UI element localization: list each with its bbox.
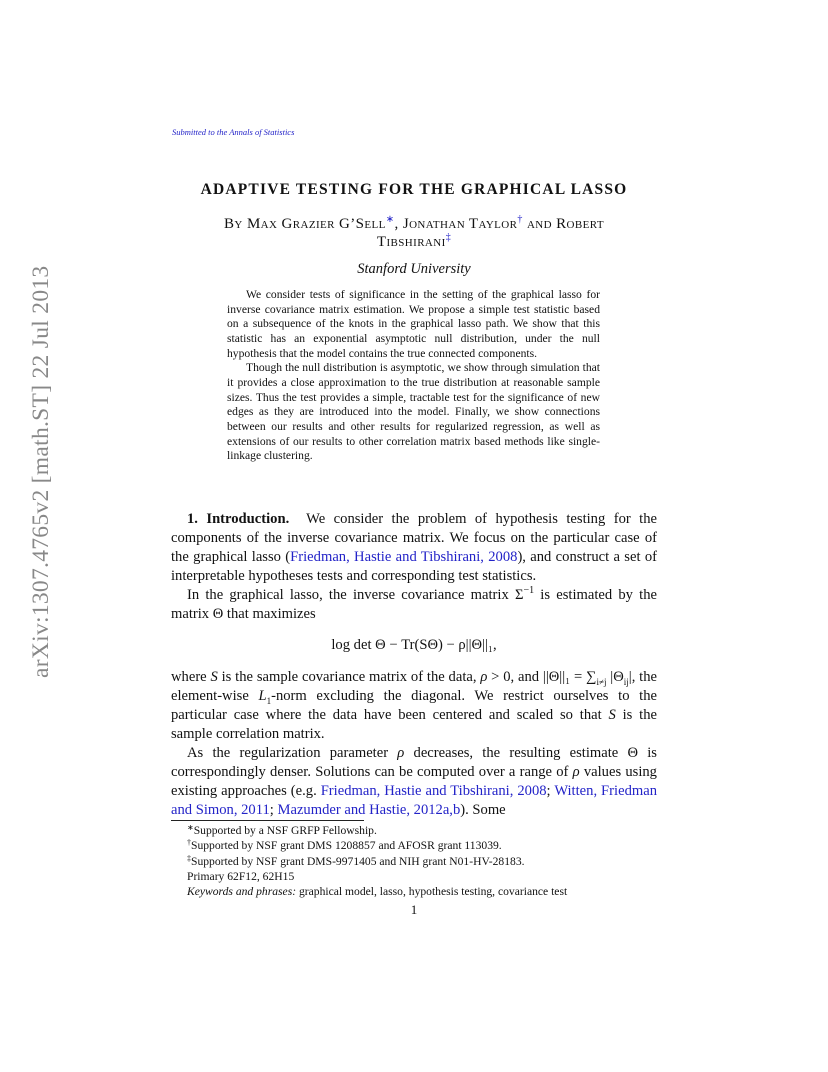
intro-p4-text-d: ). Some [460, 802, 506, 819]
math-S-2: S [608, 706, 616, 723]
and-label: and [526, 216, 552, 232]
citation-separator: ; [546, 783, 555, 800]
math-L: L [258, 687, 267, 704]
intro-paragraph-2 [171, 586, 657, 624]
intro-paragraph-1 [171, 510, 657, 586]
author-1-footnote-mark[interactable]: ∗ [385, 214, 395, 225]
footnote-2 [171, 838, 657, 853]
math-rho: ρ [480, 668, 488, 685]
math-rho-2: ρ [397, 745, 405, 762]
citation-link[interactable]: Witten, Friedman and Simon, 2011 [171, 783, 657, 819]
norm-subscript: 1 [266, 695, 272, 706]
intro-p2-text-a: In the graphical lasso, the inverse covariance matrix Σ [187, 587, 524, 604]
intro-p4-text-c: values using existing approaches (e.g. [171, 764, 657, 800]
intro-p4-text-a: As the regularization parameter [187, 745, 398, 762]
introduction-section [171, 510, 657, 820]
inverse-superscript: −1 [523, 585, 535, 597]
intro-p3-text-d: |Θ [606, 668, 624, 685]
section-heading: 1. Introduction. [187, 511, 290, 527]
footnote-3-mark: ‡ [187, 853, 191, 863]
abstract-paragraph-2: Though the null distribution is asymptotic, we show through simulation that it provides a close approximation to the true distribution at reasonable sample sizes. Thus the test provides a simple, tractable test for the significance of new edges as they are introduced into the model. Finally, we show connections between our results and other results for regularized regression, as well as extensions of our results to other correlation matrix based methods like single-linkage clustering. [227, 361, 600, 463]
intro-p3-text-g: is the sample correlation matrix. [171, 706, 657, 742]
affiliation: Stanford University [357, 261, 471, 277]
author-2: Jonathan Taylor [402, 216, 518, 232]
keywords-label: Keywords and phrases: [187, 885, 297, 899]
intro-p1-text-b: ), and construct a set of interpretable hypotheses tests and corresponding test statistics. [171, 549, 657, 585]
math-rho-3: ρ [572, 764, 580, 781]
sum-subscript: i≠j [596, 676, 607, 687]
footnote-1 [171, 823, 657, 838]
author-2-footnote-mark[interactable]: † [517, 214, 523, 225]
paper-title: ADAPTIVE TESTING FOR THE GRAPHICAL LASSO [200, 181, 628, 198]
intro-p4-text-b: decreases, the resulting estimate Θ is correspondingly denser. Solutions can be computed over a range of [171, 745, 657, 781]
intro-p2-text-b: is estimated by the matrix Θ that maximizes [171, 587, 657, 623]
intro-paragraph-3 [171, 668, 657, 744]
footnote-1-mark: ∗ [187, 823, 194, 832]
author-1: Max Grazier G’Sell [246, 216, 386, 232]
objective-equation [171, 636, 657, 655]
keywords [171, 884, 657, 899]
intro-p1-text-a: We consider the problem of hypothesis testing for the components of the inverse covariance matrix. We focus on the particular case of the graphical lasso ( [171, 511, 657, 566]
intro-p3-text-a: where [171, 668, 211, 685]
msc-classification: Primary 62F12, 62H15 [187, 869, 295, 883]
intro-p3-text-b: is the sample covariance matrix of the data, [217, 668, 481, 685]
arxiv-identifier[interactable]: arXiv:1307.4765v2 [math.ST] 22 Jul 2013 [28, 265, 54, 678]
author-3-footnote-mark[interactable]: ‡ [445, 232, 452, 243]
page-number: 1 [410, 902, 418, 917]
equation-text: log det Θ − Tr(SΘ) − ρ||Θ||₁, [331, 636, 497, 653]
footnote-3 [171, 854, 657, 869]
math-S: S [210, 668, 218, 685]
author-3-last: Tibshirani [376, 234, 446, 250]
intro-p3-text-c: > 0, and ||Θ||₁ = ∑ [487, 668, 597, 685]
footnote-2-mark: † [187, 838, 191, 848]
abstract-paragraph-1: We consider tests of significance in the setting of the graphical lasso for inverse covariance matrix estimation. We propose a simple test statistic based on a subsequence of the knots in the graphical lasso path. We show that this statistic has an exponential asymptotic null distribution, under the null hypothesis that the model contains the true connected components. [227, 288, 600, 360]
footnote-3-text: Supported by NSF grant DMS-9971405 and NIH grant N01-HV-28183. [191, 854, 525, 868]
citation-separator: ; [269, 802, 278, 819]
citation-link[interactable]: Friedman, Hastie and Tibshirani, 2008 [320, 783, 547, 800]
footnote-rule [171, 820, 364, 821]
journal-header[interactable]: Submitted to the Annals of Statistics [172, 127, 295, 137]
theta-subscript: ij [623, 676, 629, 687]
intro-paragraph-4 [171, 744, 657, 820]
citation-link[interactable]: Friedman, Hastie and Tibshirani, 2008 [290, 549, 518, 566]
intro-p3-text-e: |, the element-wise [171, 668, 658, 704]
footnote-1-text: Supported by a NSF GRFP Fellowship. [193, 824, 377, 837]
citation-link[interactable]: Mazumder and Hastie, 2012a,b [277, 802, 461, 819]
abstract [227, 288, 600, 464]
author-list: By Max Grazier G’Sell∗, Jonathan Taylor† and Robert Tibshirani‡ [224, 214, 604, 250]
footnote-2-text: Supported by NSF grant DMS 1208857 and AFOSR grant 113039. [191, 839, 502, 853]
footnotes [171, 823, 657, 899]
by-label: By [224, 216, 243, 232]
intro-p3-text-f: -norm excluding the diagonal. We restrict ourselves to the particular case where the data have been centered and scaled so that [171, 687, 657, 723]
keywords-text: graphical model, lasso, hypothesis testing, covariance test [296, 885, 568, 899]
author-3-first: Robert [556, 216, 604, 232]
